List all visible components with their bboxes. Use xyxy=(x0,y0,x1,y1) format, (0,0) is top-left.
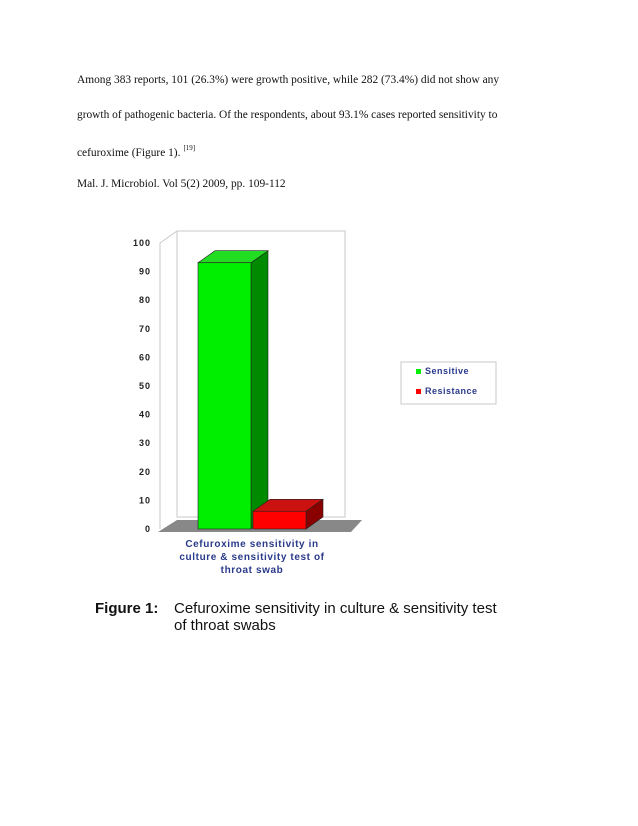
y-tick-label: 30 xyxy=(138,438,151,449)
paragraph-line-2: growth of pathogenic bacteria. Of the respondents, about 93.1% cases reported sensitivity to xyxy=(77,109,498,121)
x-axis-label-line: throat swab xyxy=(220,565,284,576)
paragraph-line-3 xyxy=(77,141,567,160)
y-tick-label: 20 xyxy=(138,466,151,477)
y-tick-label: 10 xyxy=(138,495,151,506)
y-tick-label: 0 xyxy=(144,524,151,534)
paragraph-line-3-text: cefuroxime (Figure 1). xyxy=(77,147,181,159)
side-wall-top xyxy=(160,231,177,243)
legend-swatch-sensitive xyxy=(416,369,421,374)
x-axis-label xyxy=(179,539,324,576)
bar-side xyxy=(251,251,268,529)
legend-swatch-resistance xyxy=(416,389,421,394)
bar-sensitive xyxy=(198,251,268,529)
y-tick-label: 80 xyxy=(138,295,151,306)
journal-reference: Mal. J. Microbiol. Vol 5(2) 2009, pp. 109-112 xyxy=(77,178,286,190)
y-tick-label: 70 xyxy=(138,323,151,334)
y-tick-label: 90 xyxy=(138,266,151,277)
paragraph-line-1: Among 383 reports, 101 (26.3%) were growth positive, while 282 (73.4%) did not show any xyxy=(77,74,500,86)
figure-caption-text: Cefuroxime sensitivity in culture & sensitivity test of throat swabs xyxy=(174,600,497,634)
legend xyxy=(401,362,496,404)
y-axis xyxy=(133,238,151,534)
bars xyxy=(198,251,323,529)
x-axis-label-line: Cefuroxime sensitivity in xyxy=(185,539,319,550)
y-tick-label: 100 xyxy=(132,238,151,248)
bar-front xyxy=(198,263,251,529)
bar-chart xyxy=(0,220,638,620)
y-tick-label: 50 xyxy=(138,381,151,391)
y-tick-label: 60 xyxy=(138,352,151,363)
citation-marker: [19] xyxy=(183,144,196,152)
bar-resistance xyxy=(253,499,323,529)
x-axis-label-line: culture & sensitivity test of xyxy=(179,552,325,563)
y-tick-label: 40 xyxy=(138,409,151,420)
legend-label-sensitive: Sensitive xyxy=(425,366,470,376)
figure-label: Figure 1: xyxy=(95,600,159,617)
legend-label-resistance: Resistance xyxy=(425,386,478,396)
bar-front xyxy=(253,511,306,529)
